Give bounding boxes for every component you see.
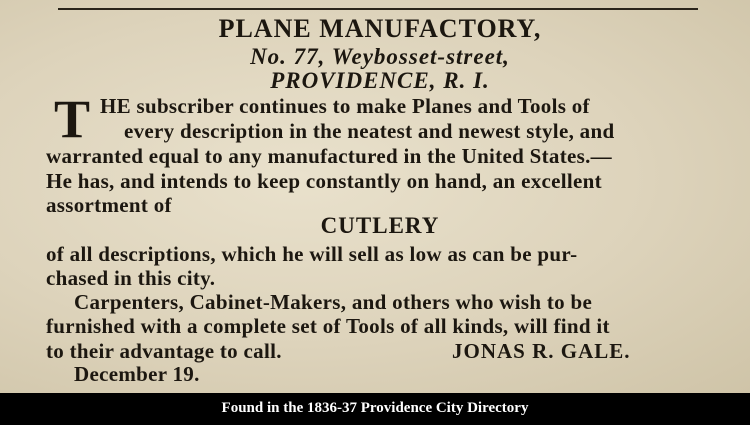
body-line-2: every description in the neatest and newest style, and <box>124 119 615 143</box>
drop-cap: T <box>54 89 91 149</box>
body-line-9: furnished with a complete set of Tools of all kinds, will find it <box>46 314 610 338</box>
top-rule <box>58 8 698 10</box>
body-line-3: warranted equal to any manufactured in the United States.— <box>46 144 612 168</box>
body-line-1: HE subscriber continues to make Planes and Tools of <box>100 94 590 118</box>
body-line-7: chased in this city. <box>46 266 216 290</box>
ad-title: PLANE MANUFACTORY, <box>218 14 542 43</box>
body-line-8: Carpenters, Cabinet-Makers, and others who wish to be <box>74 290 593 314</box>
ad-city: PROVIDENCE, R. I. <box>270 68 490 93</box>
body-line-6: of all descriptions, which he will sell as low as can be pur- <box>46 242 578 266</box>
body-line-5: assortment of <box>46 193 172 217</box>
signature: JONAS R. GALE. <box>452 339 631 363</box>
body-line-4: He has, and intends to keep constantly on hand, an excellent <box>46 169 602 193</box>
body-line-10: to their advantage to call. <box>46 339 282 363</box>
cutlery-heading: CUTLERY <box>320 213 440 238</box>
date-line: December 19. <box>74 362 200 386</box>
caption: Found in the 1836-37 Providence City Directory <box>221 400 529 416</box>
ad-address: No. 77, Weybosset-street, <box>250 44 510 69</box>
